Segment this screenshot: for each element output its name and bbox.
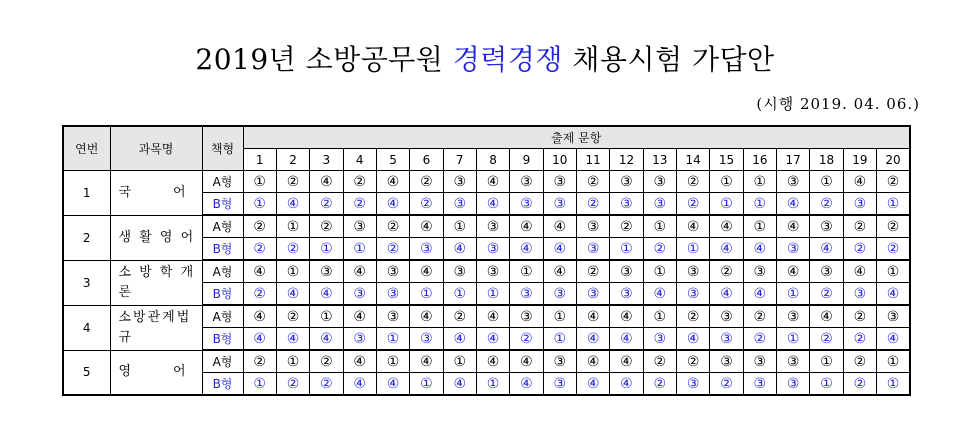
subject-name: 생 활 영 어 [110, 215, 202, 260]
answer-cell: ④ [710, 283, 743, 306]
answer-cell: ④ [476, 171, 509, 193]
answer-cell: ④ [410, 350, 443, 373]
answer-cell: ① [443, 283, 476, 306]
answer-cell: ④ [877, 283, 910, 306]
title-suffix: 채용시험 가답안 [562, 43, 775, 76]
answer-cell: ② [610, 215, 643, 238]
question-number: 20 [877, 149, 910, 171]
answer-cell: ② [343, 171, 376, 193]
answer-cell: ② [643, 238, 676, 261]
answer-cell: ④ [276, 328, 309, 351]
answer-cell: ③ [443, 260, 476, 283]
answer-cell: ② [310, 193, 343, 216]
answer-cell: ② [376, 215, 409, 238]
title-highlight: 경력경쟁 [452, 43, 563, 76]
answer-cell: ③ [510, 193, 543, 216]
answer-cell: ③ [476, 215, 509, 238]
booklet-type-a: A형 [202, 171, 243, 193]
answer-cell: ③ [476, 238, 509, 261]
answer-cell: ④ [610, 305, 643, 328]
answer-cell: ③ [643, 193, 676, 216]
answer-cell: ③ [676, 260, 709, 283]
answer-cell: ① [510, 260, 543, 283]
answer-cell: ② [243, 238, 276, 261]
answer-cell: ④ [343, 305, 376, 328]
answer-cell: ③ [576, 238, 609, 261]
answer-cell: ④ [543, 260, 576, 283]
answer-cell: ② [310, 350, 343, 373]
answer-cell: ④ [576, 305, 609, 328]
answer-cell: ③ [610, 171, 643, 193]
header-questions: 출제 문항 [243, 126, 910, 149]
subject-name: 소방관계법규 [110, 305, 202, 350]
answer-cell: ① [243, 171, 276, 193]
answer-cell: ② [843, 305, 876, 328]
answer-cell: ③ [843, 283, 876, 306]
answer-cell: ④ [476, 350, 509, 373]
answer-cell: ① [276, 215, 309, 238]
answer-cell: ③ [376, 305, 409, 328]
answer-cell: ① [543, 328, 576, 351]
answer-cell: ④ [510, 215, 543, 238]
answer-cell: ④ [743, 283, 776, 306]
row-number: 3 [63, 260, 110, 305]
question-number: 3 [310, 149, 343, 171]
answer-cell: ② [443, 305, 476, 328]
answer-cell: ④ [810, 305, 843, 328]
answer-cell: ④ [576, 373, 609, 396]
answer-cell: ④ [310, 283, 343, 306]
subject-char: 어 [172, 364, 188, 380]
answer-cell: ④ [777, 193, 810, 216]
subject-char: 영 [118, 364, 134, 380]
answer-cell: ① [676, 238, 709, 261]
answer-cell: ③ [743, 350, 776, 373]
answer-cell: ③ [376, 260, 409, 283]
answer-cell: ① [276, 350, 309, 373]
answer-cell: ③ [810, 215, 843, 238]
answer-cell: ③ [676, 283, 709, 306]
exam-date: (시행 2019. 04. 06.) [756, 95, 920, 113]
answer-cell: ④ [576, 350, 609, 373]
question-number: 5 [376, 149, 409, 171]
booklet-type-b: B형 [202, 328, 243, 351]
answer-cell: ① [410, 283, 443, 306]
subject-name [110, 171, 202, 216]
answer-cell: ① [743, 171, 776, 193]
answer-cell: ① [476, 283, 509, 306]
answer-cell: ③ [643, 328, 676, 351]
question-number: 2 [276, 149, 309, 171]
row-number: 4 [63, 305, 110, 350]
answer-cell: ③ [410, 238, 443, 261]
header-subject: 과목명 [110, 126, 202, 171]
answer-cell: ④ [276, 283, 309, 306]
answer-cell: ① [376, 328, 409, 351]
answer-cell: ② [276, 238, 309, 261]
answer-cell: ③ [543, 350, 576, 373]
answer-cell: ③ [610, 193, 643, 216]
answer-cell: ④ [643, 283, 676, 306]
answer-cell: ③ [343, 215, 376, 238]
answer-cell: ④ [610, 350, 643, 373]
answer-cell: ③ [877, 305, 910, 328]
answer-cell: ③ [810, 260, 843, 283]
answer-body [63, 171, 910, 396]
answer-cell: ③ [643, 171, 676, 193]
answer-cell: ① [310, 305, 343, 328]
question-number: 18 [810, 149, 843, 171]
question-number: 13 [643, 149, 676, 171]
answer-cell: ① [710, 171, 743, 193]
booklet-type-a: A형 [202, 305, 243, 328]
answer-cell: ① [877, 350, 910, 373]
answer-cell: ① [310, 238, 343, 261]
answer-cell: ④ [243, 328, 276, 351]
answer-cell: ① [810, 171, 843, 193]
answer-cell: ④ [710, 238, 743, 261]
answer-cell: ② [243, 350, 276, 373]
answer-cell: ③ [777, 373, 810, 396]
answer-cell: ④ [410, 260, 443, 283]
answer-cell: ② [376, 238, 409, 261]
answer-cell: ④ [443, 373, 476, 396]
answer-cell: ③ [510, 283, 543, 306]
booklet-type-b: B형 [202, 373, 243, 396]
answer-cell: ① [476, 373, 509, 396]
answer-cell: ④ [676, 328, 709, 351]
question-number: 19 [843, 149, 876, 171]
answer-row-a [63, 260, 910, 283]
answer-cell: ① [877, 373, 910, 396]
answer-cell: ② [643, 350, 676, 373]
answer-cell: ③ [443, 193, 476, 216]
answer-cell: ② [710, 260, 743, 283]
answer-cell: ② [710, 373, 743, 396]
answer-cell: ① [743, 193, 776, 216]
answer-cell: ② [676, 305, 709, 328]
answer-cell: ④ [543, 238, 576, 261]
answer-cell: ④ [376, 171, 409, 193]
answer-cell: ① [643, 215, 676, 238]
row-number: 1 [63, 171, 110, 216]
answer-cell: ④ [476, 305, 509, 328]
answer-row-a [63, 305, 910, 328]
answer-cell: ③ [510, 305, 543, 328]
answer-cell: ④ [610, 373, 643, 396]
answer-cell: ④ [810, 238, 843, 261]
answer-cell: ④ [343, 373, 376, 396]
answer-cell: ④ [510, 350, 543, 373]
answer-cell: ③ [410, 328, 443, 351]
subject-char: 국 [118, 184, 134, 200]
answer-cell: ① [343, 238, 376, 261]
answer-cell: ① [643, 260, 676, 283]
answer-cell: ① [877, 260, 910, 283]
answer-cell: ② [676, 171, 709, 193]
page-title [0, 38, 970, 78]
answer-cell: ② [276, 171, 309, 193]
answer-cell: ② [843, 350, 876, 373]
answer-cell: ③ [610, 283, 643, 306]
answer-cell: ① [710, 193, 743, 216]
question-number: 8 [476, 149, 509, 171]
answer-cell: ① [777, 283, 810, 306]
answer-cell: ④ [743, 238, 776, 261]
answer-cell: ② [743, 328, 776, 351]
answer-cell: ② [510, 328, 543, 351]
answer-cell: ④ [543, 215, 576, 238]
answer-cell: ④ [310, 171, 343, 193]
question-number: 9 [510, 149, 543, 171]
answer-cell: ④ [243, 305, 276, 328]
answer-row-a [63, 350, 910, 373]
answer-row-a [63, 215, 910, 238]
question-number: 1 [243, 149, 276, 171]
answer-cell: ④ [476, 193, 509, 216]
answer-cell: ④ [443, 328, 476, 351]
booklet-type-a: A형 [202, 215, 243, 238]
answer-cell: ③ [710, 305, 743, 328]
answer-table [62, 125, 911, 396]
answer-cell: ④ [777, 260, 810, 283]
answer-cell: ④ [343, 260, 376, 283]
answer-cell: ① [543, 305, 576, 328]
answer-cell: ② [810, 328, 843, 351]
answer-cell: ② [576, 171, 609, 193]
question-number: 17 [777, 149, 810, 171]
answer-cell: ④ [443, 238, 476, 261]
answer-cell: ③ [843, 193, 876, 216]
answer-cell: ① [443, 215, 476, 238]
header-booklet: 책형 [202, 126, 243, 171]
answer-cell: ④ [343, 350, 376, 373]
answer-cell: ① [243, 373, 276, 396]
answer-cell: ② [243, 215, 276, 238]
answer-cell: ② [810, 283, 843, 306]
answer-cell: ① [276, 260, 309, 283]
question-number: 15 [710, 149, 743, 171]
answer-cell: ③ [543, 171, 576, 193]
answer-cell: ② [676, 193, 709, 216]
answer-cell: ① [810, 373, 843, 396]
question-number: 11 [576, 149, 609, 171]
answer-cell: ④ [777, 215, 810, 238]
answer-cell: ④ [410, 215, 443, 238]
answer-cell: ② [877, 215, 910, 238]
row-number: 2 [63, 215, 110, 260]
booklet-type-a: A형 [202, 260, 243, 283]
answer-cell: ④ [576, 328, 609, 351]
answer-cell: ④ [877, 328, 910, 351]
answer-cell: ① [410, 373, 443, 396]
answer-cell: ② [276, 373, 309, 396]
answer-cell: ② [643, 373, 676, 396]
answer-cell: ④ [610, 328, 643, 351]
answer-cell: ④ [476, 328, 509, 351]
answer-cell: ③ [710, 328, 743, 351]
question-number: 7 [443, 149, 476, 171]
answer-cell: ③ [743, 260, 776, 283]
answer-cell: ② [576, 193, 609, 216]
answer-cell: ④ [510, 238, 543, 261]
answer-cell: ② [310, 215, 343, 238]
answer-cell: ③ [543, 373, 576, 396]
answer-cell: ④ [510, 373, 543, 396]
answer-cell: ③ [510, 171, 543, 193]
subject-name [110, 350, 202, 395]
answer-cell: ③ [576, 215, 609, 238]
answer-cell: ② [843, 373, 876, 396]
answer-cell: ④ [843, 171, 876, 193]
answer-cell: ④ [276, 193, 309, 216]
question-number: 10 [543, 149, 576, 171]
answer-cell: ② [276, 305, 309, 328]
answer-cell: ③ [443, 171, 476, 193]
answer-cell: ④ [243, 260, 276, 283]
answer-cell: ① [243, 193, 276, 216]
answer-cell: ① [877, 193, 910, 216]
answer-cell: ③ [376, 283, 409, 306]
booklet-type-a: A형 [202, 350, 243, 373]
question-number: 12 [610, 149, 643, 171]
answer-cell: ③ [777, 305, 810, 328]
answer-cell: ① [610, 238, 643, 261]
answer-cell: ④ [410, 305, 443, 328]
answer-cell: ④ [710, 215, 743, 238]
answer-cell: ③ [743, 373, 776, 396]
answer-cell: ③ [310, 260, 343, 283]
answer-cell: ① [777, 328, 810, 351]
answer-cell: ② [576, 260, 609, 283]
answer-cell: ② [810, 193, 843, 216]
answer-row-a [63, 171, 910, 193]
subject-name: 소 방 학 개 론 [110, 260, 202, 305]
booklet-type-b: B형 [202, 238, 243, 261]
answer-cell: ④ [676, 215, 709, 238]
answer-cell: ② [843, 238, 876, 261]
answer-cell: ① [376, 350, 409, 373]
answer-cell: ① [810, 350, 843, 373]
answer-cell: ② [843, 215, 876, 238]
question-number: 4 [343, 149, 376, 171]
answer-cell: ③ [543, 193, 576, 216]
answer-cell: ② [676, 350, 709, 373]
answer-cell: ④ [376, 193, 409, 216]
answer-cell: ④ [843, 260, 876, 283]
answer-cell: ③ [343, 328, 376, 351]
answer-cell: ② [343, 193, 376, 216]
answer-cell: ④ [376, 373, 409, 396]
answer-cell: ③ [610, 260, 643, 283]
answer-cell: ① [643, 305, 676, 328]
question-number: 16 [743, 149, 776, 171]
booklet-type-b: B형 [202, 193, 243, 216]
answer-cell: ① [443, 350, 476, 373]
row-number: 5 [63, 350, 110, 395]
booklet-type-b: B형 [202, 283, 243, 306]
answer-cell: ② [410, 171, 443, 193]
answer-cell: ③ [777, 350, 810, 373]
answer-cell: ③ [576, 283, 609, 306]
answer-cell: ② [743, 305, 776, 328]
answer-cell: ③ [476, 260, 509, 283]
answer-cell: ③ [777, 238, 810, 261]
title-prefix: 2019년 소방공무원 [195, 43, 453, 76]
subject-char: 어 [172, 184, 188, 200]
answer-cell: ④ [310, 328, 343, 351]
answer-cell: ③ [543, 283, 576, 306]
answer-cell: ③ [343, 283, 376, 306]
answer-cell: ② [843, 328, 876, 351]
answer-cell: ② [243, 283, 276, 306]
header-no: 연번 [63, 126, 110, 171]
answer-cell: ③ [676, 373, 709, 396]
answer-cell: ② [410, 193, 443, 216]
answer-cell: ② [877, 238, 910, 261]
answer-cell: ③ [710, 350, 743, 373]
answer-cell: ① [743, 215, 776, 238]
answer-cell: ③ [777, 171, 810, 193]
question-number: 14 [676, 149, 709, 171]
answer-cell: ② [877, 171, 910, 193]
question-number: 6 [410, 149, 443, 171]
answer-cell: ② [310, 373, 343, 396]
